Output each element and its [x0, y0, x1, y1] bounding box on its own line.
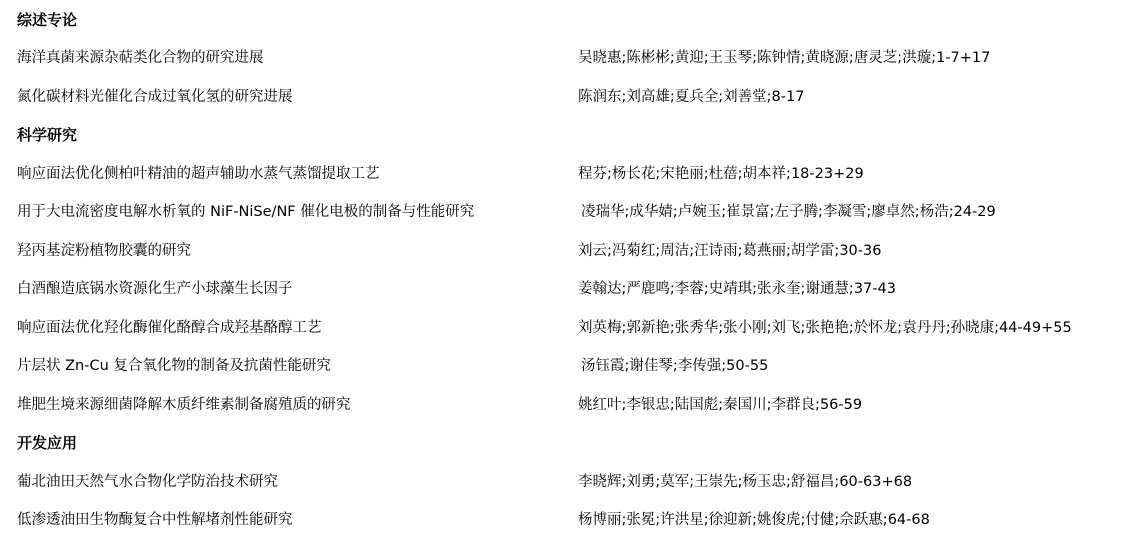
article-entry[interactable]: [0, 86, 1125, 108]
article-authors: [578, 509, 930, 531]
article-title[interactable]: 白酒酿造底锅水资源化生产小球藻生长因子: [17, 281, 293, 297]
article-entry[interactable]: [0, 317, 1125, 339]
article-title[interactable]: 堆肥生境来源细菌降解木质纤维素制备腐殖质的研究: [17, 397, 351, 413]
author-list: 凌瑞华;成华婧;卢婉玉;崔景富;左子腾;李凝雪;廖卓然;杨浩;: [581, 204, 954, 220]
article-entry[interactable]: [0, 201, 1125, 223]
article-authors: [578, 47, 990, 69]
article-authors: [581, 355, 768, 377]
author-list: 汤钰霞;谢佳琴;李传强;: [581, 358, 727, 374]
section-heading-applications: 开发应用: [17, 434, 78, 452]
article-title[interactable]: 片层状 Zn-Cu 复合氧化物的制备及抗菌性能研究: [17, 358, 331, 374]
article-entry[interactable]: [0, 163, 1125, 185]
article-entry[interactable]: [0, 509, 1125, 531]
author-list: 程芬;杨长花;宋艳丽;杜蓓;胡本祥;: [578, 166, 791, 182]
article-authors: [578, 163, 864, 185]
page-range: 30-36: [839, 243, 882, 259]
article-authors: [578, 471, 912, 493]
article-title[interactable]: 响应面法优化羟化酶催化酪醇合成羟基酪醇工艺: [17, 320, 322, 336]
article-entry[interactable]: [0, 240, 1125, 262]
article-title[interactable]: 低渗透油田生物酶复合中性解堵剂性能研究: [17, 512, 293, 528]
author-list: 刘云;冯菊红;周洁;汪诗雨;葛燕丽;胡学雷;: [578, 243, 840, 259]
section-heading-research: 科学研究: [17, 126, 78, 144]
page-range: 24-29: [953, 204, 996, 220]
article-entry[interactable]: [0, 278, 1125, 300]
author-list: 姚红叶;李银忠;陆国彪;秦国川;李群良;: [578, 397, 820, 413]
article-title[interactable]: 葡北油田天然气水合物化学防治技术研究: [17, 474, 278, 490]
page-range: 37-43: [853, 281, 896, 297]
author-list: 吴晓惠;陈彬彬;黄迎;王玉琴;陈钟情;黄晓源;唐灵芝;洪璇;: [578, 50, 937, 66]
article-title[interactable]: 用于大电流密度电解水析氧的 NiF-NiSe/NF 催化电极的制备与性能研究: [17, 204, 475, 220]
author-list: 杨博丽;张冕;许洪星;徐迎新;姚俊虎;付健;佘跃惠;: [578, 512, 888, 528]
article-title[interactable]: 响应面法优化侧柏叶精油的超声辅助水蒸气蒸馏提取工艺: [17, 166, 380, 182]
article-authors: [581, 201, 996, 223]
page-range: 1-7+17: [936, 50, 991, 66]
page-range: 18-23+29: [790, 166, 864, 182]
author-list: 陈润东;刘高雄;夏兵全;刘善堂;: [578, 89, 772, 105]
page-range: 50-55: [726, 358, 769, 374]
article-authors: [578, 86, 804, 108]
article-authors: [578, 240, 881, 262]
article-entry[interactable]: [0, 47, 1125, 69]
article-entry[interactable]: [0, 471, 1125, 493]
page-range: 60-63+68: [839, 474, 913, 490]
article-entry[interactable]: [0, 394, 1125, 416]
author-list: 姜翰达;严鹿鸣;李蓉;史靖琪;张永奎;谢通慧;: [578, 281, 854, 297]
section-heading-review: 综述专论: [17, 11, 78, 29]
article-authors: [578, 394, 862, 416]
article-authors: [578, 278, 896, 300]
article-title[interactable]: 海洋真菌来源杂萜类化合物的研究进展: [17, 50, 264, 66]
author-list: 刘英梅;郭新艳;张秀华;张小刚;刘飞;张艳艳;於怀龙;袁丹丹;孙晓康;: [578, 320, 999, 336]
page-range: 8-17: [771, 89, 805, 105]
page-range: 56-59: [819, 397, 863, 413]
article-title[interactable]: 氮化碳材料光催化合成过氧化氢的研究进展: [17, 89, 293, 105]
article-title[interactable]: 羟丙基淀粉植物胶囊的研究: [17, 243, 191, 259]
page-range: 44-49+55: [998, 320, 1072, 336]
article-authors: [578, 317, 1072, 339]
author-list: 李晓辉;刘勇;莫军;王崇先;杨玉忠;舒福昌;: [578, 474, 840, 490]
article-entry[interactable]: [0, 355, 1125, 377]
page-range: 64-68: [887, 512, 930, 528]
